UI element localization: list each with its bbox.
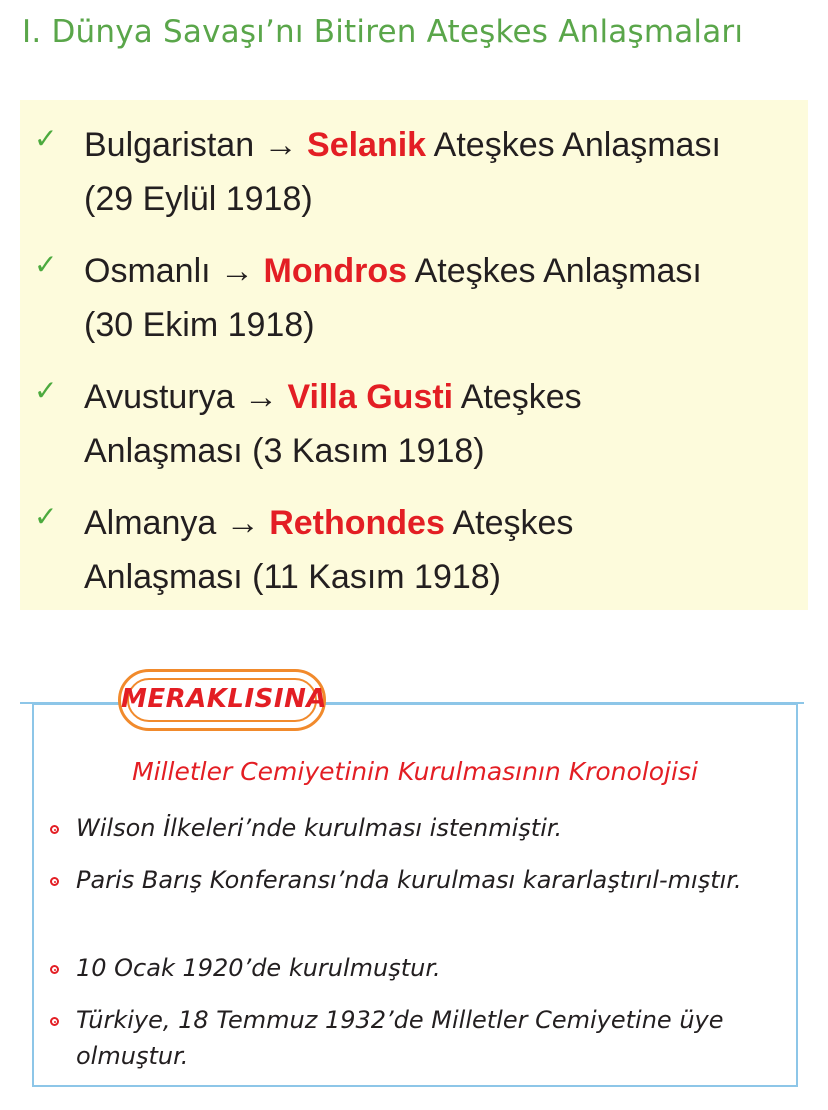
list-item-text: 10 Ocak 1920’de kurulmuştur. <box>76 954 441 982</box>
armistice-date: (30 Ekim 1918) <box>84 306 315 344</box>
check-icon: ✓ <box>34 248 58 281</box>
armistice-name: Villa Gusti <box>287 378 454 416</box>
armistice-text <box>84 118 798 226</box>
armistice-date: Anlaşması (11 Kasım 1918) <box>84 558 501 596</box>
armistice-text <box>84 496 798 604</box>
arrow-icon: → <box>225 504 260 542</box>
armistice-list <box>20 100 808 610</box>
list-item-text: Türkiye, 18 Temmuz 1932’de Milletler Cemiyetine üye olmuştur. <box>76 1006 724 1070</box>
country-name: Osmanlı <box>84 252 211 290</box>
check-icon: ✓ <box>34 122 58 155</box>
arrow-icon: → <box>263 126 298 164</box>
check-icon: ✓ <box>34 500 58 533</box>
country-name: Bulgaristan <box>84 126 255 164</box>
armistice-name: Rethondes <box>269 504 445 542</box>
list-item-text: Wilson İlkeleri’nde kurulması istenmiştir. <box>76 814 563 842</box>
check-icon: ✓ <box>34 374 58 407</box>
armistice-date: Anlaşması (3 Kasım 1918) <box>84 432 485 470</box>
bullet-icon <box>50 825 59 834</box>
armistice-suffix: Ateşkes <box>453 378 582 416</box>
arrow-icon: → <box>220 252 255 290</box>
list-item-text: Paris Barış Konferansı’nda kurulması kararlaştırıl-mıştır. <box>76 866 742 894</box>
country-name: Almanya <box>84 504 217 542</box>
meraklisina-badge <box>118 669 326 731</box>
armistice-name: Selanik <box>307 126 427 164</box>
country-name: Avusturya <box>84 378 235 416</box>
bullet-icon <box>50 965 59 974</box>
armistice-suffix: Ateşkes Anlaşması <box>426 126 721 164</box>
info-subtitle: Milletler Cemiyetinin Kurulmasının Kronolojisi <box>132 757 698 786</box>
badge-label: MERAKLISINA <box>121 684 327 714</box>
armistice-text <box>84 370 798 478</box>
bullet-icon <box>50 1017 59 1026</box>
armistice-text <box>84 244 798 352</box>
armistice-date: (29 Eylül 1918) <box>84 180 313 218</box>
armistice-suffix: Ateşkes <box>444 504 574 542</box>
bullet-icon <box>50 877 59 886</box>
page-title: I. Dünya Savaşı’nı Bitiren Ateşkes Anlaşmaları <box>22 14 744 50</box>
armistice-suffix: Ateşkes Anlaşması <box>407 252 702 290</box>
armistice-name: Mondros <box>263 252 408 290</box>
arrow-icon: → <box>244 378 279 416</box>
